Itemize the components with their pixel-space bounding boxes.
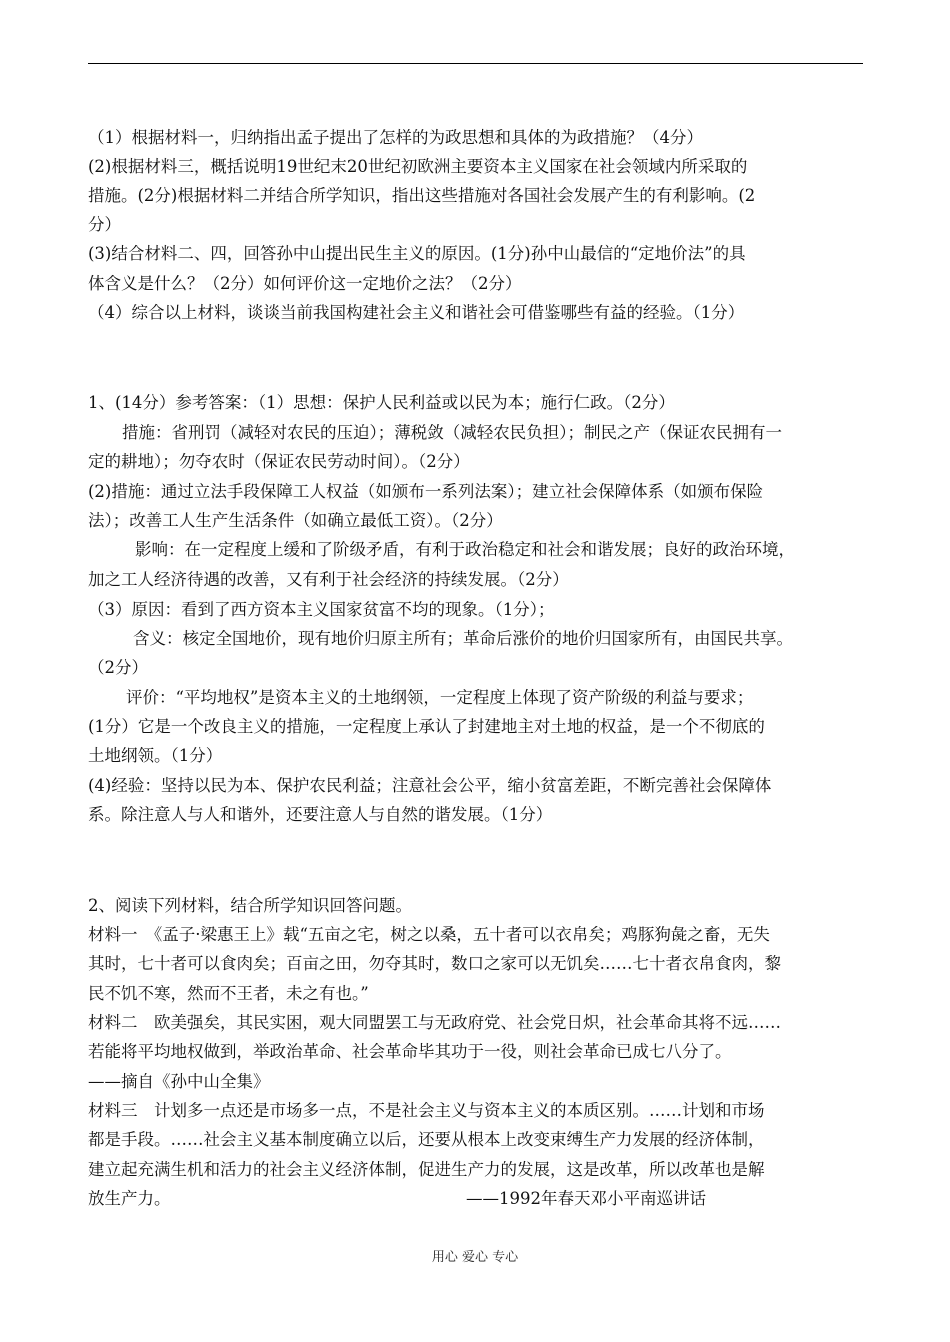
question-2-line-3: 分） — [88, 215, 121, 234]
material-3-line-3: 建立起充满生机和活力的社会主义经济体制，促进生产力的发展，这是改革，所以改革也是解 — [88, 1160, 765, 1179]
question-3-line-2: 体含义是什么？（2分）如何评价这一定地价之法？（2分） — [88, 274, 522, 293]
answer-2-measures-line-1: (2)措施：通过立法手段保障工人权益（如颁布一系列法案）；建立社会保障体系（如颁布保险 — [88, 482, 764, 501]
answer-4-line-2: 系。除注意人与人和谐外，还要注意人与自然的谐发展。（1分） — [88, 805, 553, 824]
header-rule — [88, 63, 863, 64]
question-3-line-1: (3)结合材料二、四，回答孙中山提出民生主义的原因。(1分)孙中山最信的“定地价法”的具 — [88, 244, 746, 263]
answer-4-line-1: (4)经验：坚持以民为本、保护农民利益；注意社会公平，缩小贫富差距，不断完善社会保障体 — [88, 776, 772, 795]
answer-3-evaluation-line-2: (1分）它是一个改良主义的措施，一定程度上承认了封建地主对土地的权益，是一个不彻底的 — [88, 717, 765, 736]
answer-heading: 1、(14分）参考答案：（1）思想：保护人民利益或以民为本；施行仁政。（2分） — [88, 393, 675, 412]
answer-2-impact-line-2: 加之工人经济待遇的改善，又有利于社会经济的持续发展。（2分） — [88, 570, 569, 589]
material-3-line-2: 都是手段。……社会主义基本制度确立以后，还要从根本上改变束缚生产力发展的经济体制， — [88, 1130, 765, 1149]
material-3-line-4: 放生产力。 — [88, 1189, 171, 1208]
material-1-line-3: 民不饥不寒，然而不王者，未之有也。” — [88, 984, 369, 1003]
material-1-line-2: 其时，七十者可以食肉矣；百亩之田，勿夺其时，数口之家可以无饥矣……七十者衣帛食肉，黎 — [88, 954, 781, 973]
answer-3-evaluation-line-3: 土地纲领。（1分） — [88, 746, 223, 765]
answer-1-measures-line-1: 措施：省刑罚（减轻对农民的压迫）；薄税敛（减轻农民负担）；制民之产（保证农民拥有一 — [122, 423, 782, 442]
question-2-heading: 2、阅读下列材料，结合所学知识回答问题。 — [88, 896, 412, 915]
answer-3-meaning-line-2: （2分） — [88, 658, 148, 677]
answer-3-evaluation-line-1: 评价：“平均地权”是资本主义的土地纲领，一定程度上体现了资产阶级的利益与要求； — [126, 688, 754, 707]
question-2-line-2: 措施。(2分)根据材料二并结合所学知识，指出这些措施对各国社会发展产生的有利影响。(2 — [88, 186, 756, 205]
answer-3-meaning-line-1: 含义：核定全国地价，现有地价归原主所有；革命后涨价的地价归国家所有，由国民共享。 — [133, 629, 793, 648]
question-2-line-1: (2)根据材料三，概括说明19世纪末20世纪初欧洲主要资本主义国家在社会领域内所采取的 — [88, 157, 748, 176]
material-1-line-1: 材料一 《孟子·梁惠王上》载“五亩之宅，树之以桑，五十者可以衣帛矣；鸡豚狗彘之畜，无失 — [88, 925, 770, 944]
material-2-line-2: 若能将平均地权做到，举政治革命、社会革命毕其功于一役，则社会革命已成七八分了。 — [88, 1042, 732, 1061]
answer-2-impact-line-1: 影响：在一定程度上缓和了阶级矛盾，有利于政治稳定和社会和谐发展；良好的政治环境， — [135, 540, 795, 559]
material-2-line-1: 材料二 欧美强矣，其民实困，观大同盟罢工与无政府党、社会党日炽，社会革命其将不远…… — [88, 1013, 781, 1032]
material-3-source: ——1992年春天邓小平南巡讲话 — [466, 1189, 706, 1208]
material-3-line-1: 材料三 计划多一点还是市场多一点，不是社会主义与资本主义的本质区别。……计划和市场 — [88, 1101, 765, 1120]
answer-2-measures-line-2: 法）；改善工人生产生活条件（如确立最低工资）。（2分） — [88, 511, 503, 530]
page-footer: 用心 爱心 专心 — [431, 1250, 519, 1265]
question-4: （4）综合以上材料，谈谈当前我国构建社会主义和谐社会可借鉴哪些有益的经验。（1分） — [88, 303, 745, 322]
question-1: （1）根据材料一，归纳指出孟子提出了怎样的为政思想和具体的为政措施？（4分） — [88, 128, 703, 147]
answer-3-reason: （3）原因：看到了西方资本主义国家贫富不均的现象。（1分）； — [88, 600, 555, 619]
material-2-source: ——摘自《孙中山全集》 — [88, 1072, 270, 1091]
answer-1-measures-line-2: 定的耕地）；勿夺农时（保证农民劳动时间）。（2分） — [88, 452, 470, 471]
